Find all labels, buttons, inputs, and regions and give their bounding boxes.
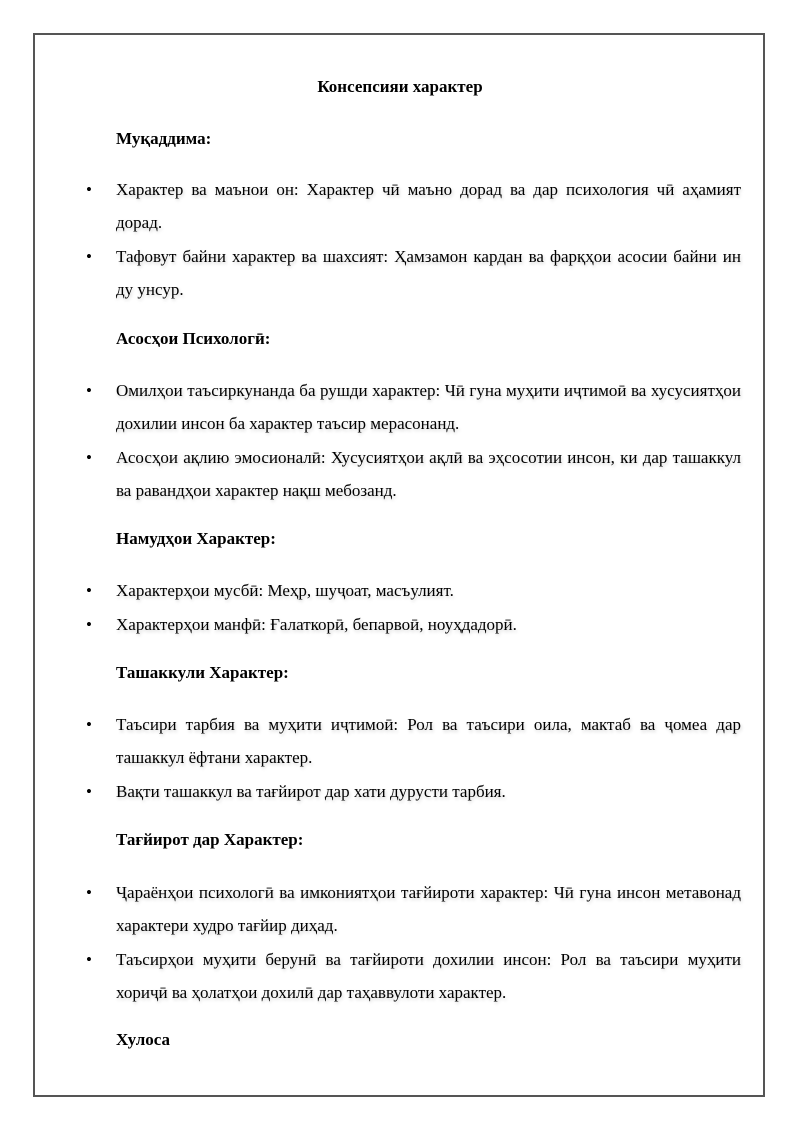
list-item <box>0 173 800 239</box>
bullet-icon: • <box>86 883 92 902</box>
list-item <box>0 374 800 440</box>
bullet-list-character-change <box>0 876 800 1010</box>
list-item <box>0 943 800 1009</box>
bullet-list-character-types <box>0 574 800 642</box>
bullet-icon: • <box>86 950 92 969</box>
list-item-text: Омилҳои таъсиркунанда ба рушди характер: Чӣ гуна муҳити иҷтимоӣ ва хусусиятҳои дохилии инсон ба характер таъсир мерасонанд. <box>116 381 741 433</box>
bullet-icon: • <box>86 381 92 400</box>
bullet-list-introduction <box>0 173 800 307</box>
list-item <box>0 574 800 607</box>
list-item-text: Характерҳои манфӣ: Ғалаткорӣ, бепарвоӣ, ноуҳдадорӣ. <box>116 615 517 634</box>
bullet-icon: • <box>86 180 92 199</box>
list-item-text: Характерҳои мусбӣ: Меҳр, шуҷоат, масъулият. <box>116 581 454 600</box>
section-heading-psychological-basics: Асосҳои Психологӣ: <box>116 329 271 348</box>
section-heading-character-change: Тағйирот дар Характер: <box>116 830 304 849</box>
list-item <box>0 441 800 507</box>
list-item-text: Таъсирҳои муҳити берунӣ ва тағйироти дохилии инсон: Рол ва таъсири муҳити хориҷӣ ва ҳолатҳои дохилӣ дар таҳаввулоти характер. <box>116 950 741 1002</box>
section-heading-conclusion: Хулоса <box>116 1030 170 1049</box>
list-item-text: Асосҳои ақлию эмосионалӣ: Хусусиятҳои ақлӣ ва эҳсосотии инсон, ки дар ташаккул ва равандҳои характер нақш мебозанд. <box>116 448 741 500</box>
section-heading-character-formation: Ташаккули Характер: <box>116 663 289 682</box>
bullet-list-character-formation <box>0 708 800 809</box>
document-title: Консепсияи характер <box>317 77 483 96</box>
list-item-text: Таъсири тарбия ва муҳити иҷтимоӣ: Рол ва таъсири оила, мактаб ва ҷомеа дар ташаккул ёфтани характер. <box>116 715 741 767</box>
bullet-list-psychological-basics <box>0 374 800 508</box>
list-item <box>0 240 800 306</box>
list-item <box>0 775 800 808</box>
list-item-text: Вақти ташаккул ва тағйирот дар хати дурусти тарбия. <box>116 782 506 801</box>
bullet-icon: • <box>86 448 92 467</box>
list-item <box>0 876 800 942</box>
section-heading-character-types: Намудҳои Характер: <box>116 529 276 548</box>
list-item-text: Тафовут байни характер ва шахсият: Ҳамзамон кардан ва фарқҳои асосии байни ин ду унсур. <box>116 247 741 299</box>
list-item-text: Ҷараёнҳои психологӣ ва имкониятҳои тағйироти характер: Чӣ гуна инсон метавонад характери худро тағйир диҳад. <box>116 883 741 935</box>
bullet-icon: • <box>86 615 92 634</box>
section-heading-introduction: Муқаддима: <box>116 129 212 148</box>
list-item <box>0 608 800 641</box>
list-item-text: Характер ва маънои он: Характер чӣ маъно дорад ва дар психология чӣ аҳамият дорад. <box>116 180 741 232</box>
bullet-icon: • <box>86 715 92 734</box>
list-item <box>0 708 800 774</box>
bullet-icon: • <box>86 782 92 801</box>
bullet-icon: • <box>86 247 92 266</box>
bullet-icon: • <box>86 581 92 600</box>
